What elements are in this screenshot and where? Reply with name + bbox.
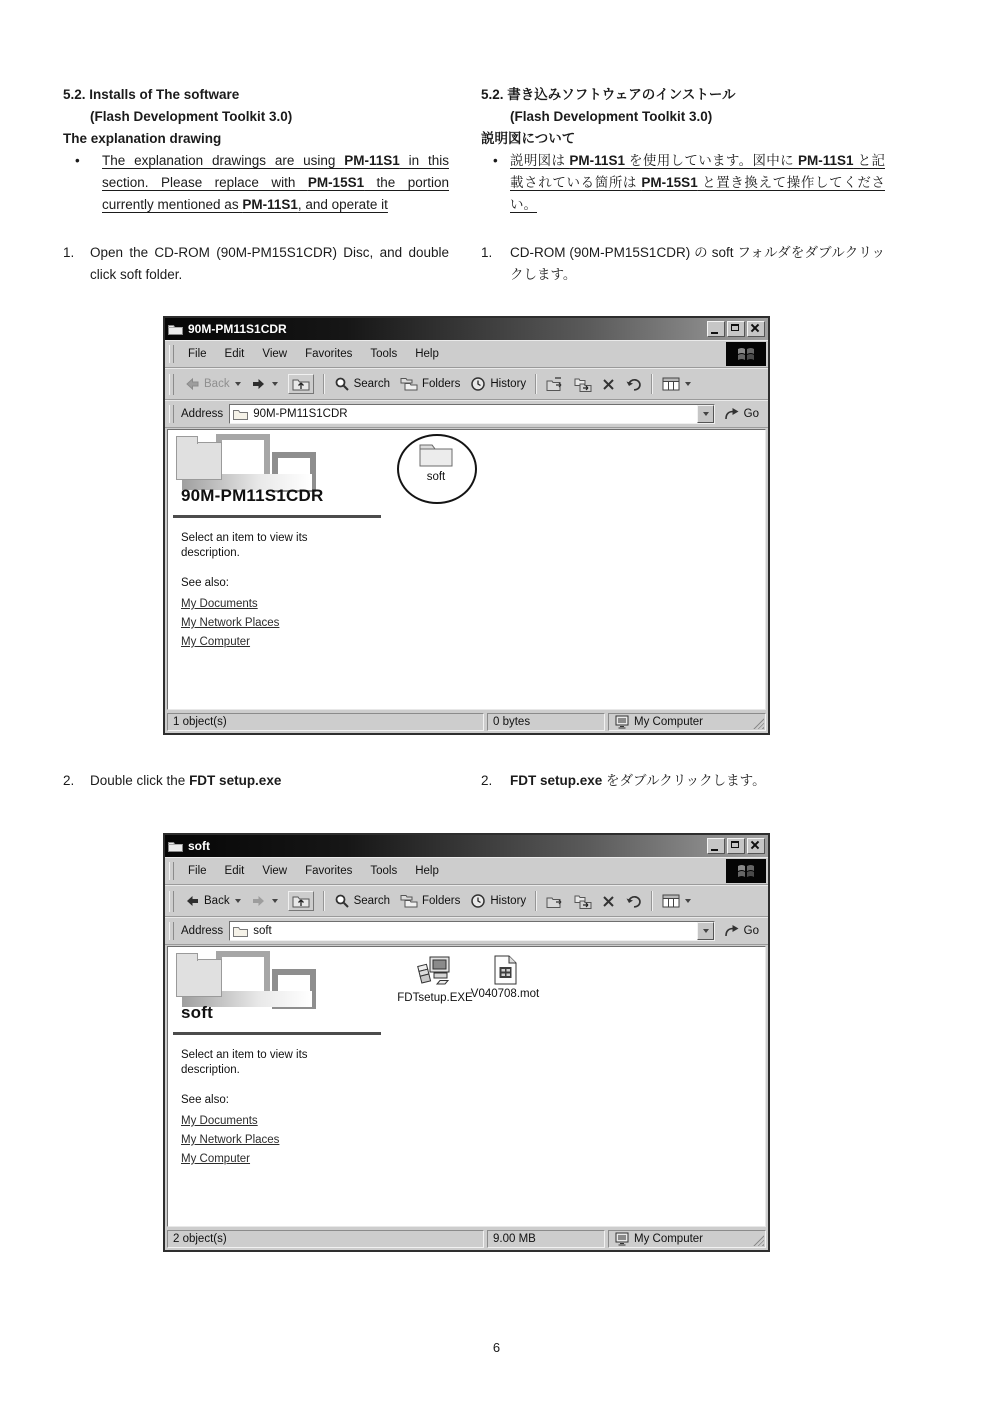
folder-watermark-icon <box>176 442 222 480</box>
search-button[interactable]: Search <box>329 891 395 911</box>
explorer-window-cdrom <box>163 316 770 735</box>
toolbar-separator <box>535 891 537 911</box>
search-button[interactable]: Search <box>329 374 395 394</box>
views-icon <box>662 894 680 908</box>
address-dropdown-button[interactable] <box>697 922 714 940</box>
back-button[interactable]: Back <box>179 374 246 394</box>
up-button[interactable] <box>283 372 319 396</box>
move-to-button[interactable] <box>541 892 569 911</box>
menu-bar <box>165 857 768 885</box>
views-dropdown-icon <box>685 382 691 386</box>
menu-help[interactable]: Help <box>415 865 439 877</box>
folders-icon <box>400 377 418 391</box>
undo-icon <box>625 377 642 391</box>
step-number: 1. <box>63 245 75 260</box>
bullet-text-en: The explanation drawings are using PM-11S1 in this section. Please replace with PM-15S1 the portion currently mentioned as PM-11S1, and operate it <box>102 153 449 212</box>
back-dropdown-icon <box>235 899 241 903</box>
status-size: 9.00 MB <box>487 1230 605 1248</box>
step2-text-en: Double click the FDT setup.exe <box>90 773 282 788</box>
resize-grip[interactable] <box>753 718 764 729</box>
folder-icon <box>233 925 248 937</box>
address-value: soft <box>253 925 272 937</box>
step-number: 2. <box>63 773 75 788</box>
copy-to-icon <box>574 377 592 392</box>
drag-grip[interactable] <box>169 374 174 395</box>
views-icon <box>662 377 680 391</box>
subheading-ja: 説明図について <box>481 131 576 146</box>
link-my-network-places[interactable]: My Network Places <box>181 617 280 629</box>
address-bar <box>165 917 768 945</box>
history-button[interactable]: History <box>465 374 531 394</box>
windows-logo-icon <box>726 859 766 883</box>
annotation-circle <box>397 434 477 504</box>
link-my-documents[interactable]: My Documents <box>181 598 258 610</box>
bullet-mark: • <box>75 153 80 168</box>
minimize-button[interactable] <box>707 838 725 854</box>
minimize-button[interactable] <box>707 321 725 337</box>
address-field[interactable] <box>229 404 714 424</box>
maximize-button[interactable] <box>727 838 745 854</box>
bullet-note-en <box>63 150 449 216</box>
address-value: 90M-PM11S1CDR <box>253 408 348 420</box>
subheading-en: The explanation drawing <box>63 131 222 146</box>
menu-tools[interactable]: Tools <box>370 348 398 360</box>
intro-english <box>63 84 449 286</box>
my-computer-icon <box>614 715 630 729</box>
folder-watermark-icon <box>176 959 222 997</box>
page-number: 6 <box>492 1340 501 1355</box>
step1-text-en: Open the CD-ROM (90M-PM15S1CDR) Disc, and double click soft folder. <box>90 245 449 282</box>
status-bar <box>165 711 768 733</box>
folder-icon <box>233 408 248 420</box>
status-location: My Computer <box>608 713 766 731</box>
file-item-label: soft <box>426 471 446 483</box>
intro-japanese <box>481 84 885 286</box>
windows-logo-icon <box>726 342 766 366</box>
folders-button[interactable]: Folders <box>395 892 465 910</box>
address-field[interactable] <box>229 921 714 941</box>
forward-dropdown-icon <box>272 899 278 903</box>
file-item-label: FDTsetup.EXE <box>397 992 473 1004</box>
explorer-window-soft <box>163 833 770 1252</box>
forward-dropdown-icon <box>272 382 278 386</box>
webview-description: Select an item to view its description. <box>181 532 308 559</box>
drag-grip[interactable] <box>169 862 174 880</box>
menu-favorites[interactable]: Favorites <box>305 348 353 360</box>
menu-view[interactable]: View <box>262 348 288 360</box>
link-my-network-places[interactable]: My Network Places <box>181 1134 280 1146</box>
bullet-note-ja <box>481 150 885 216</box>
status-bar <box>165 1228 768 1250</box>
status-object-count: 2 object(s) <box>167 1230 484 1248</box>
copy-to-icon <box>574 894 592 909</box>
history-button[interactable]: History <box>465 891 531 911</box>
drag-grip[interactable] <box>169 345 174 363</box>
forward-button[interactable] <box>246 891 283 911</box>
folder-view <box>167 946 766 1227</box>
webview-heading: soft <box>181 1003 213 1022</box>
address-label: Address <box>181 925 224 937</box>
move-to-icon <box>546 894 564 909</box>
maximize-button[interactable] <box>727 321 745 337</box>
menu-file[interactable]: File <box>188 348 207 360</box>
folder-icon <box>168 323 183 335</box>
toolbar-separator <box>535 374 537 394</box>
webview-divider <box>173 515 381 518</box>
step2-text-ja: FDT setup.exe をダブルクリックします。 <box>510 773 766 788</box>
undo-icon <box>625 894 642 908</box>
search-icon <box>334 376 350 392</box>
step2-en <box>63 770 449 792</box>
views-dropdown-icon <box>685 899 691 903</box>
webview-divider <box>173 1032 381 1035</box>
address-label: Address <box>181 408 224 420</box>
undo-button[interactable] <box>620 375 647 393</box>
my-computer-icon <box>614 1232 630 1246</box>
views-button[interactable] <box>657 375 696 393</box>
webview-description: Select an item to view its description. <box>181 1049 308 1076</box>
menu-bar <box>165 340 768 368</box>
up-button[interactable] <box>283 889 319 913</box>
toolbar-separator <box>323 891 325 911</box>
go-arrow-icon <box>724 407 740 421</box>
drag-grip[interactable] <box>169 891 174 912</box>
undo-button[interactable] <box>620 892 647 910</box>
toolbar-separator <box>651 374 653 394</box>
menu-tools[interactable]: Tools <box>370 865 398 877</box>
link-my-documents[interactable]: My Documents <box>181 1115 258 1127</box>
link-my-computer[interactable]: My Computer <box>181 1153 251 1165</box>
forward-button[interactable] <box>246 374 283 394</box>
title-bar[interactable] <box>165 835 768 857</box>
file-item-v040708-mot[interactable] <box>465 955 545 1000</box>
link-my-computer[interactable]: My Computer <box>181 636 251 648</box>
delete-button[interactable] <box>597 893 620 910</box>
back-dropdown-icon <box>235 382 241 386</box>
file-item-label: V040708.mot <box>470 988 540 1000</box>
close-button[interactable] <box>747 321 765 337</box>
folder-view <box>167 429 766 710</box>
bullet-text-ja: 説明図は PM-11S1 を使用しています。図中に PM-11S1 と記載されている箇所は PM-15S1 と置き換えて操作してください。 <box>510 153 885 212</box>
delete-icon <box>602 378 615 391</box>
see-also-label: See also: <box>181 1094 229 1106</box>
address-bar <box>165 400 768 428</box>
move-to-button[interactable] <box>541 375 569 394</box>
go-button[interactable]: Go <box>715 924 766 938</box>
menu-view[interactable]: View <box>262 865 288 877</box>
move-to-icon <box>546 377 564 392</box>
up-icon <box>288 374 314 394</box>
title-bar[interactable] <box>165 318 768 340</box>
folders-button[interactable]: Folders <box>395 375 465 393</box>
bullet-mark: • <box>493 153 498 168</box>
delete-icon <box>602 895 615 908</box>
webview-heading: 90M-PM11S1CDR <box>181 486 324 505</box>
toolbar <box>165 885 768 917</box>
section-heading-ja: 5.2. 書き込みソフトウェアのインストール <box>481 87 736 102</box>
step1-en <box>63 242 449 286</box>
address-dropdown-button[interactable] <box>697 405 714 423</box>
menu-help[interactable]: Help <box>415 348 439 360</box>
section-heading2-ja: (Flash Development Toolkit 3.0) <box>510 109 713 124</box>
status-location: My Computer <box>608 1230 766 1248</box>
status-size: 0 bytes <box>487 713 605 731</box>
search-icon <box>334 893 350 909</box>
copy-to-button[interactable] <box>569 375 597 394</box>
status-object-count: 1 object(s) <box>167 713 484 731</box>
close-button[interactable] <box>747 838 765 854</box>
toolbar-separator <box>651 891 653 911</box>
menu-edit[interactable]: Edit <box>224 348 245 360</box>
window-title: soft <box>188 839 210 853</box>
back-button[interactable]: Back <box>179 891 246 911</box>
drag-grip[interactable] <box>169 922 174 940</box>
toolbar-separator <box>323 374 325 394</box>
folder-icon <box>168 840 183 852</box>
step-number: 2. <box>481 773 493 788</box>
step-number: 1. <box>481 245 493 260</box>
go-arrow-icon <box>724 924 740 938</box>
up-icon <box>288 891 314 911</box>
section-heading-en: 5.2. Installs of The software <box>63 87 240 102</box>
menu-file[interactable]: File <box>188 865 207 877</box>
drag-grip[interactable] <box>169 405 174 423</box>
window-title: 90M-PM11S1CDR <box>188 322 287 336</box>
step1-ja <box>481 242 885 286</box>
history-icon <box>470 376 486 392</box>
resize-grip[interactable] <box>753 1235 764 1246</box>
go-button[interactable]: Go <box>715 407 766 421</box>
delete-button[interactable] <box>597 376 620 393</box>
views-button[interactable] <box>657 892 696 910</box>
menu-favorites[interactable]: Favorites <box>305 865 353 877</box>
file-item-fdtsetup[interactable] <box>395 955 475 1004</box>
step1-text-ja: CD-ROM (90M-PM15S1CDR) の soft フォルダをダブルクリックします。 <box>510 245 885 282</box>
mot-file-icon <box>494 955 517 985</box>
section-heading2-en: (Flash Development Toolkit 3.0) <box>90 109 293 124</box>
installer-exe-icon <box>417 955 453 989</box>
copy-to-button[interactable] <box>569 892 597 911</box>
step2-ja <box>481 770 911 792</box>
folders-icon <box>400 894 418 908</box>
menu-edit[interactable]: Edit <box>224 865 245 877</box>
see-also-label: See also: <box>181 577 229 589</box>
history-icon <box>470 893 486 909</box>
toolbar <box>165 368 768 400</box>
